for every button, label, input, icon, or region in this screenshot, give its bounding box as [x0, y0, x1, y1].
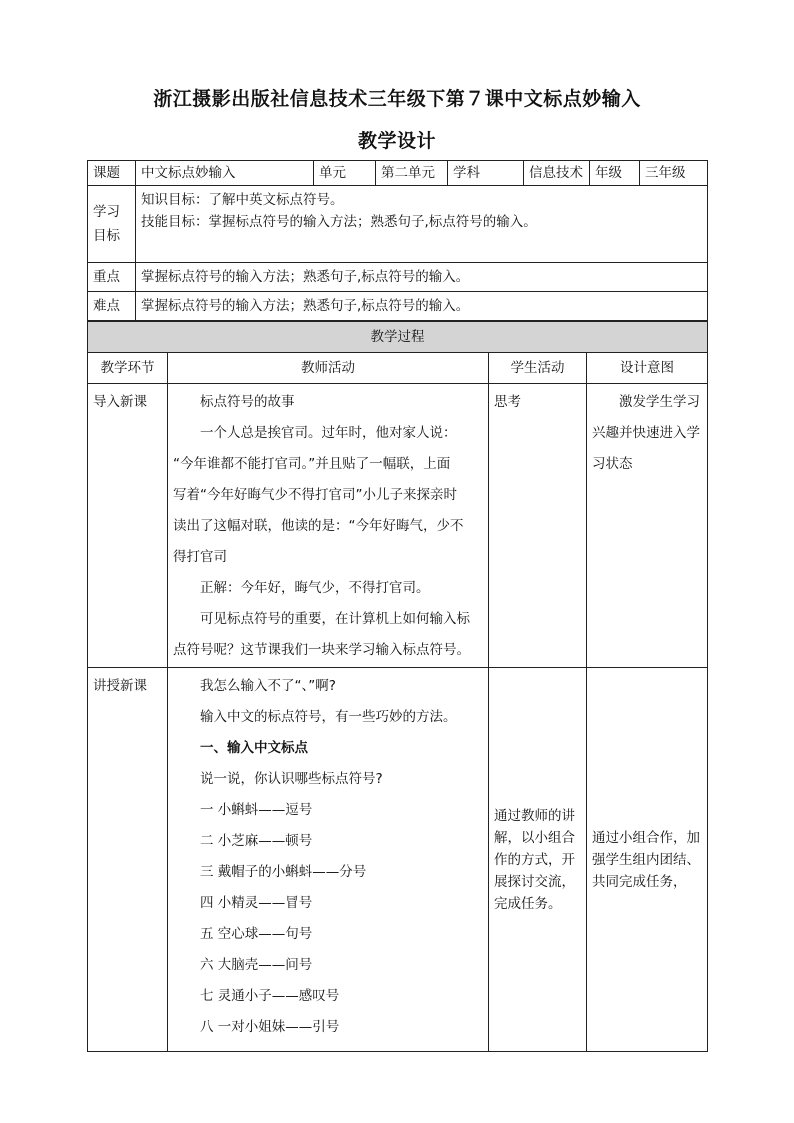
unit-value: 第二单元	[376, 161, 448, 186]
section-heading: 一、输入中文标点	[200, 740, 308, 756]
list-item: 六 大脑壳——问号	[200, 957, 313, 973]
header-teacher: 教师活动	[168, 353, 489, 384]
table-row	[88, 668, 708, 1052]
list-item: 二 小芝麻——顿号	[200, 833, 313, 849]
list-item: 五 空心球——句号	[200, 926, 313, 942]
key-row	[88, 263, 708, 292]
story-title: 标点符号的故事	[200, 394, 295, 410]
skill-goal: 技能目标：掌握标点符号的输入方法；熟悉句子,标点符号的输入。	[141, 214, 537, 230]
process-title: 教学过程	[88, 322, 708, 353]
goals-row	[88, 186, 708, 263]
list-item: 八 一对小姐妹——引号	[200, 1019, 340, 1035]
subject-value: 信息技术	[524, 161, 590, 186]
knowledge-goal: 知识目标：了解中英文标点符号。	[141, 192, 344, 208]
grade-label: 年级	[590, 161, 640, 186]
student-activity-intro: 思考	[489, 384, 587, 668]
header-intent: 设计意图	[587, 353, 708, 384]
table-row	[88, 384, 708, 668]
stage-intro: 导入新课	[88, 384, 168, 668]
student-activity-new-lesson: 通过教师的讲解，以小组合作的方式，开展探讨交流，完成任务。	[489, 668, 587, 1052]
difficulty-row	[88, 292, 708, 321]
list-item: 一 小蝌蚪——逗号	[200, 802, 313, 818]
document-subtitle: 教学设计	[357, 130, 436, 152]
goals-label: 学习目标	[88, 186, 136, 263]
topic-label: 课题	[88, 161, 136, 186]
key-label: 重点	[88, 263, 136, 292]
list-item: 四 小精灵——冒号	[200, 895, 313, 911]
goals-cell	[136, 186, 708, 263]
process-header-row	[88, 353, 708, 384]
stage-new-lesson: 讲授新课	[88, 668, 168, 1052]
topic-value: 中文标点妙输入	[136, 161, 314, 186]
design-intent-intro: 激发学生学习兴趣并快速进入学习状态	[587, 384, 708, 668]
grade-value: 三年级	[640, 161, 708, 186]
subject-label: 学科	[448, 161, 524, 186]
key-value: 掌握标点符号的输入方法；熟悉句子,标点符号的输入。	[136, 263, 708, 292]
header-student: 学生活动	[489, 353, 587, 384]
topic-row	[88, 161, 708, 186]
teacher-activity-new-lesson: 我怎么输入不了“、”啊? 输入中文的标点符号，有一些巧妙的方法。 一、输入中文标点 说一说，你认识哪些标点符号? 一 小蝌蚪——逗号 二 小芝麻——顿号 三 戴帽子的小蝌蚪——分号 四 小精灵——冒号 五 空心球——句号 六 大脑壳——问号 七 灵通小子——感叹号 八 一对小姐妹——引号	[168, 668, 489, 1052]
difficulty-label: 难点	[88, 292, 136, 321]
teaching-process-table	[87, 321, 708, 1052]
difficulty-value: 掌握标点符号的输入方法；熟悉句子,标点符号的输入。	[136, 292, 708, 321]
teacher-activity-intro: 标点符号的故事 一个人总是挨官司。过年时，他对家人说： “今年谁都不能打官司。”并且贴了一幅联，上面 写着“今年好晦气少不得打官司”小儿子来探亲时 读出了这幅对联，他读的是：“今年好晦气，少不 得打官司 正解：今年好，晦气少，不得打官司。 可见标点符号的重要，在计算机上如何输入标 点符号呢？这节课我们一块来学习输入标点符号。	[168, 384, 489, 668]
list-item: 七 灵通小子——感叹号	[200, 988, 340, 1004]
unit-label: 单元	[314, 161, 376, 186]
list-item: 三 戴帽子的小蝌蚪——分号	[200, 864, 367, 880]
document-title: 浙江摄影出版社信息技术三年级下第７课中文标点妙输入	[153, 88, 641, 110]
header-stage: 教学环节	[88, 353, 168, 384]
lesson-info-table	[87, 160, 708, 321]
design-intent-new-lesson: 通过小组合作，加强学生组内团结、共同完成任务，	[587, 668, 708, 1052]
